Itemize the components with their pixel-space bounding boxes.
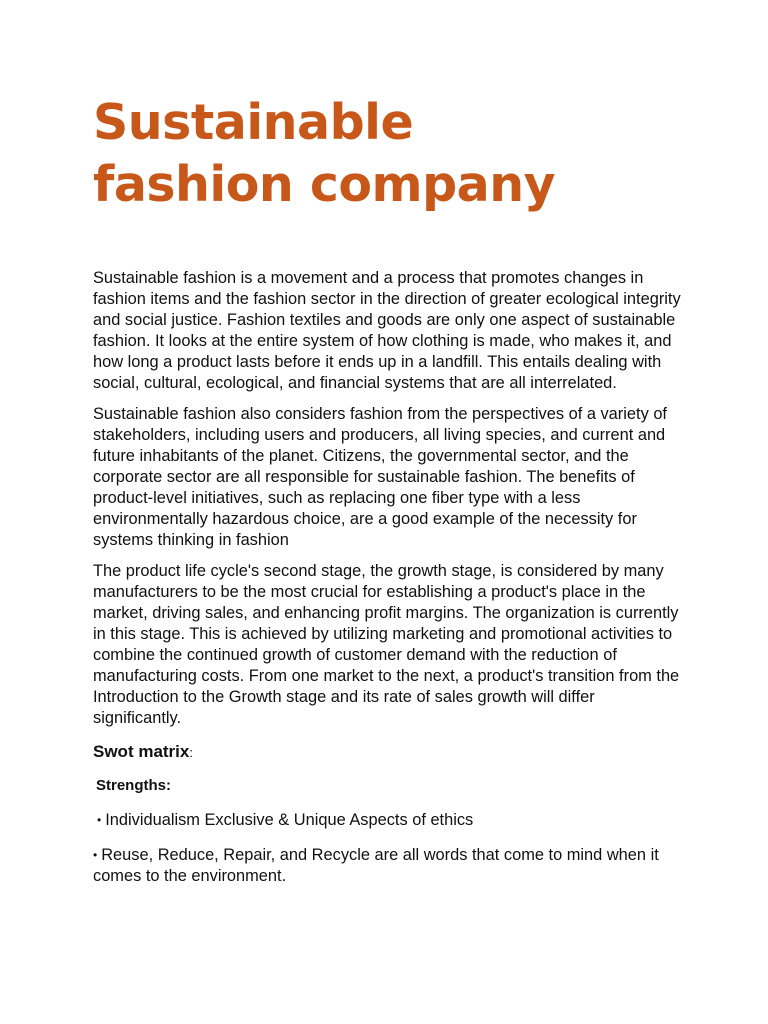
swot-heading-colon: : (189, 745, 193, 760)
swot-heading (93, 741, 683, 764)
title-line-2: fashion company (93, 156, 556, 213)
list-item (93, 845, 683, 887)
document-body (93, 268, 683, 887)
swot-heading-text: Swot matrix (93, 742, 190, 761)
list-item-text: Reuse, Reduce, Repair, and Recycle are all words that come to mind when it comes to the environment. (93, 846, 659, 885)
document-title (93, 92, 683, 216)
bullet-icon: • (93, 848, 98, 862)
document-page (93, 92, 683, 887)
paragraph-growth-stage: The product life cycle's second stage, the growth stage, is considered by many manufacturers to be the most crucial for establishing a product's place in the market, driving sales, and enhancing profit margins. The organization is currently in this stage. This is achieved by utilizing marketing and promotional activities to combine the continued growth of customer demand with the reduction of manufacturing costs. From one market to the next, a product's transition from the Introduction to the Growth stage and its rate of sales growth will differ significantly. (93, 562, 680, 727)
strengths-heading: Strengths: (96, 777, 171, 794)
list-item (97, 810, 683, 831)
list-item-text: Individualism Exclusive & Unique Aspects of ethics (105, 811, 474, 829)
paragraph-stakeholders: Sustainable fashion also considers fashion from the perspectives of a variety of stakeholders, including users and producers, all living species, and current and future inhabitants of the planet. Citizens, the governmental sector, and the corporate sector are all responsible for sustainable fashion. The benefits of product-level initiatives, such as replacing one fiber type with a less environmentally hazardous choice, are a good example of the necessity for systems thinking in fashion (93, 405, 667, 549)
title-line-1: Sustainable (93, 94, 414, 151)
bullet-icon: • (97, 813, 102, 827)
paragraph-intro: Sustainable fashion is a movement and a process that promotes changes in fashion items and the fashion sector in the direction of greater ecological integrity and social justice. Fashion textiles and goods are only one aspect of sustainable fashion. It looks at the entire system of how clothing is made, who makes it, and how long a product lasts before it ends up in a landfill. This entails dealing with social, cultural, ecological, and financial systems that are all interrelated. (93, 269, 681, 392)
